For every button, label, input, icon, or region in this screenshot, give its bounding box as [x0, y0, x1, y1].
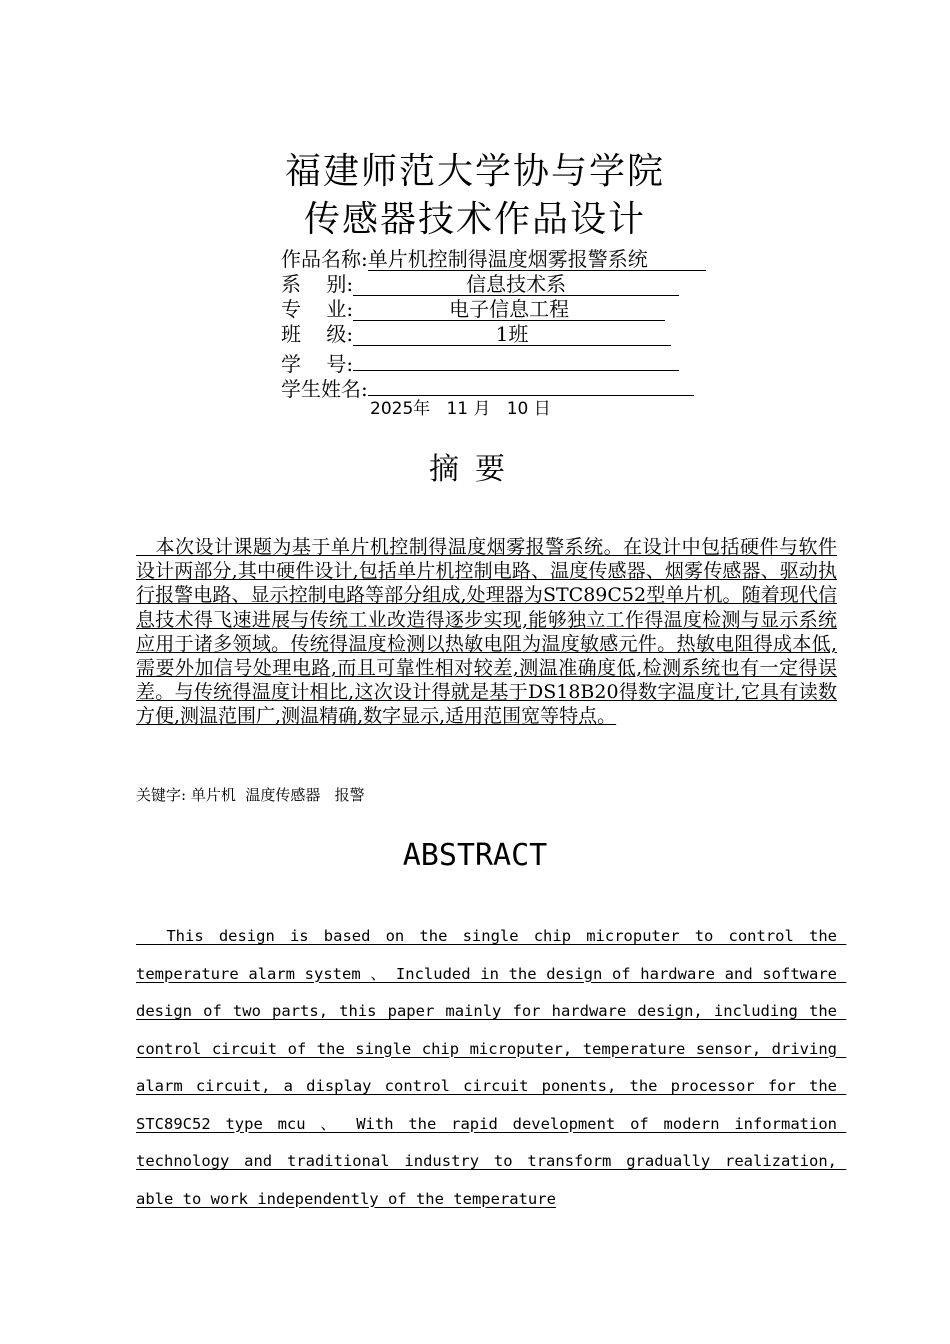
- student-id-label: 学 号:: [281, 352, 354, 376]
- major-row: [281, 297, 665, 321]
- abstract-cn-body: 本次设计课题为基于单片机控制得温度烟雾报警系统。在设计中包括硬件与软件设计两部分,其中硬件设计,包括单片机控制电路、温度传感器、烟雾传感器、驱动执行报警电路、显示控制电路等部分组成,处理器为STC89C52型单片机。随着现代信息技术得飞速进展与传统工业改造得逐步实现,能够独立工作得温度检测与显示系统应用于诸多领域。传统得温度检测以热敏电阻为温度敏感元件。热敏电阻得成本低,需要外加信号处理电路,而且可靠性相对较差,测温准确度低,检测系统也有一定得误差。与传统得温度计相比,这次设计得就是基于DS18B20得数字温度计,它具有读数方便,测温范围广,测温精确,数字显示,适用范围宽等特点。: [136, 536, 837, 728]
- major-value: 电子信息工程: [353, 297, 665, 321]
- submission-date: 2025年 11 月 10 日: [370, 399, 551, 419]
- student-name-row: [281, 372, 694, 401]
- keywords: 关键字: 单片机 温度传感器 报警: [136, 786, 365, 804]
- work-name-row: [281, 247, 706, 271]
- class-value: 1班: [353, 322, 671, 346]
- abstract-cn-title: 摘要: [429, 452, 521, 487]
- abstract-en-body: This design is based on the single chip microputer to control the temperature alarm system 、 Included in the design of hardware and software design of two parts, this paper mainly for hardware design, including the control circuit of the single chip microputer, temperature sensor, driving alarm circuit, a display control circuit ponents, the processor for the STC89C52 type mcu 、 With the rapid development of modern information technology and traditional industry to transform gradually realization, able to work independently of the temperature: [136, 927, 847, 1208]
- school-title: 福建师范大学协与学院: [284, 151, 665, 192]
- department-row: [281, 272, 679, 296]
- class-label: 班 级:: [281, 322, 354, 346]
- student-id-value: [353, 347, 679, 371]
- class-row: [281, 322, 671, 346]
- major-label: 专 业:: [281, 297, 354, 321]
- work-name-label: 作品名称:: [281, 247, 368, 271]
- student-name-label: 学生姓名:: [281, 377, 368, 401]
- department-value: 信息技术系: [353, 272, 679, 296]
- course-title: 传感器技术作品设计: [303, 199, 646, 240]
- work-name-value: 单片机控制得温度烟雾报警系统: [368, 247, 706, 271]
- student-name-value: [368, 372, 694, 396]
- abstract-en-title: ABSTRACT: [402, 838, 548, 873]
- department-label: 系 别:: [281, 272, 354, 296]
